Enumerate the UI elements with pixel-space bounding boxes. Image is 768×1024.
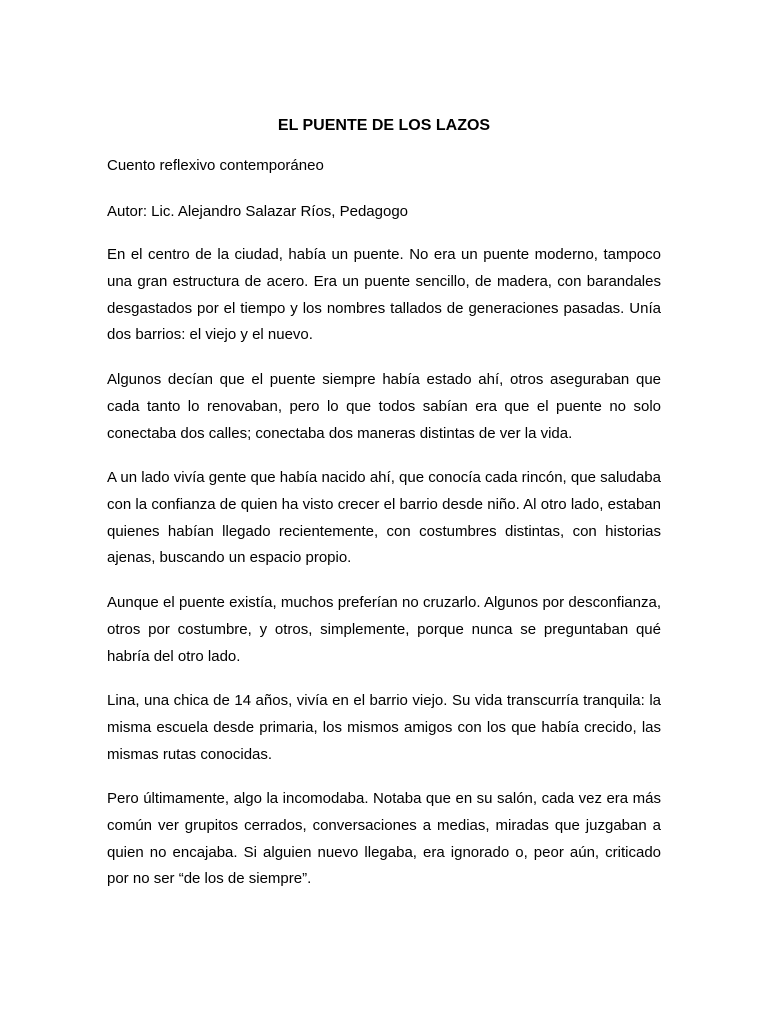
document-subtitle: Cuento reflexivo contemporáneo <box>107 157 324 174</box>
paragraph: A un lado vivía gente que había nacido ahí, que conocía cada rincón, que saludaba con la confianza de quien ha visto crecer el barrio desde niño. Al otro lado, estaban quienes habían llegado recientemente, con costumbres distintas, con historias ajenas, buscando un espacio propio. <box>107 469 661 567</box>
paragraph: Pero últimamente, algo la incomodaba. Notaba que en su salón, cada vez era más común ver grupitos cerrados, conversaciones a medias, miradas que juzgaban a quien no encajaba. Si alguien nuevo llegaba, era ignorado o, peor aún, criticado por no ser “de los de siempre”. <box>107 790 661 888</box>
paragraph: Algunos decían que el puente siempre había estado ahí, otros aseguraban que cada tanto lo renovaban, pero lo que todos sabían era que el puente no solo conectaba dos calles; conectaba dos maneras distintas de ver la vida. <box>107 371 661 442</box>
paragraph: Lina, una chica de 14 años, vivía en el barrio viejo. Su vida transcurría tranquila: la misma escuela desde primaria, los mismos amigos con los que había crecido, las mismas rutas conocidas. <box>107 692 661 763</box>
document-title: EL PUENTE DE LOS LAZOS <box>277 117 491 134</box>
paragraph: En el centro de la ciudad, había un puente. No era un puente moderno, tampoco una gran estructura de acero. Era un puente sencillo, de madera, con barandales desgastados por el tiempo y los nombres tallados de generaciones pasadas. Unía dos barrios: el viejo y el nuevo. <box>107 246 661 344</box>
paragraph: Aunque el puente existía, muchos preferían no cruzarlo. Algunos por desconfianza, otros por costumbre, y otros, simplemente, porque nunca se preguntaban qué habría del otro lado. <box>107 594 661 665</box>
document-author: Autor: Lic. Alejandro Salazar Ríos, Pedagogo <box>107 203 409 220</box>
